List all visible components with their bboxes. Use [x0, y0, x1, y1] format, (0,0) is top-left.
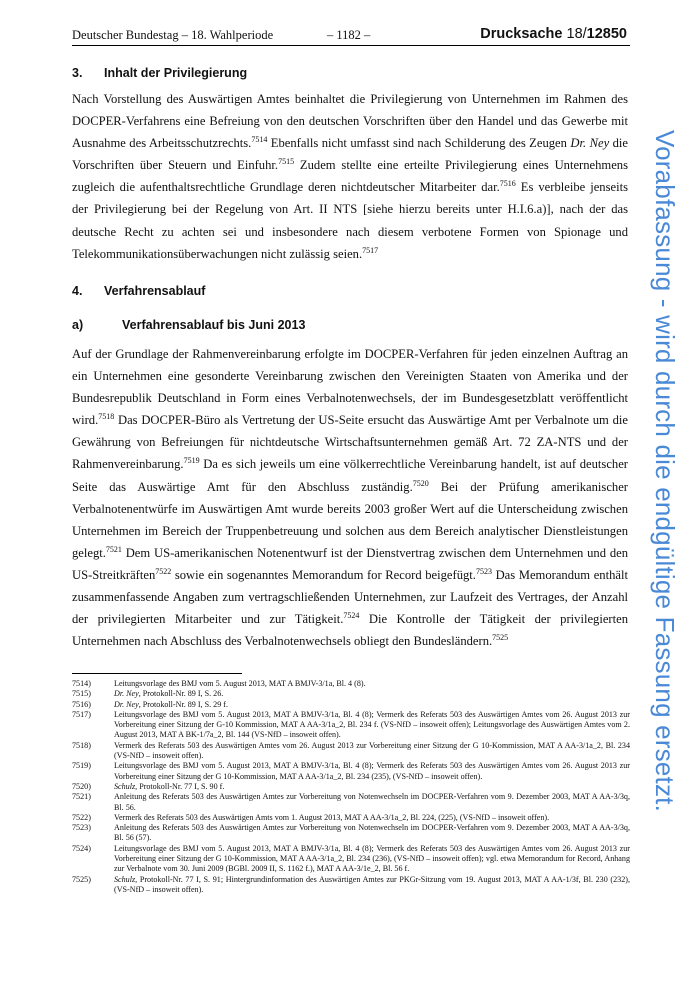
footnote-ref[interactable]: 7522 [155, 566, 172, 576]
footnote-ref[interactable]: 7518 [98, 412, 115, 422]
footnote: 7521) Anleitung des Referats 503 des Auswärtigen Amtes zur Vorbereitung von Notenwechseln im DOCPER-Verfahren vom 9. Dezember 2003, MAT A AA-3/3q, Bl. 56. [72, 792, 630, 812]
footnote-ref[interactable]: 7514 [251, 135, 268, 144]
heading-title: Verfahrensablauf [104, 284, 206, 298]
draft-watermark [652, 130, 680, 890]
footnote: 7525) Schulz, Protokoll-Nr. 77 I, S. 91; Hintergrundinformation des Auswärtigen Amtes zur PKGr-Sitzung vom 19. August 2013, MAT A AA-1/3f, Bl. 230 (232), (VS-NfD – insoweit offen). [72, 874, 630, 894]
header-page-number: – 1182 – [327, 28, 371, 42]
footnote: 7524) Leitungsvorlage des BMJ vom 5. August 2013, MAT A BMJV-3/1a, Bl. 4 (8); Vermerk des Referats 503 des Auswärtigen Amtes vom 26. August 2013 zur Vorbereitung einer Sitzung der G 10-Kommission, MAT A AA-3/1a_2, Bl. 234 (236), (VS-NfD – insoweit offen); vgl. etwa Memorandum for Record, Anhang zur Verbalnote vom 30. Juni 2009 (BGBl. 2009 II, S. 1162 f.), MAT A AA-3/1e_2, Bl. 56 f. [72, 843, 630, 874]
header-left: Deutscher Bundestag – 18. Wahlperiode [72, 28, 274, 42]
footnote: 7517) Leitungsvorlage des BMJ vom 5. August 2013, MAT A BMJV-3/1a, Bl. 4 (8); Vermerk des Referats 503 des Auswärtigen Amtes vom 26. August 2013 zur Vorbereitung einer Sitzung der G-10 Kommission, MAT A AA-3/1a_2, Bl. 234 f. (VS-NfD – insoweit offen); Leitungsvorlage des Auswärtigen Amtes vom 2. August 2013, MAT A BK-1/7a_2, Bl. 144 (VS-NfD – insoweit offen). [72, 709, 630, 740]
footnote-ref[interactable]: 7524 [343, 610, 360, 620]
paragraph-verfahrensablauf: Auf der Grundlage der Rahmenvereinbarung erfolgte im DOCPER-Verfahren für jeden einzelnen Auftrag an ein Unternehmen eine gesonderte Vereinbarung zwischen den Vereinigten Staaten von Amerika und der Bundesrepublik Deutschland in Form eines Verbalnotenwechsels, der im Bundesgesetzblatt veröffentlicht wird.$^{7518}$ Das DOCPER-Büro als Vertretung der US-Seite ersucht das Auswärtige Amt per Verbalnote um die Gewährung von Befreiungen für nichtdeutsche Wirtschaftsunternehmen gemäß Art. 72 ZA-NTS und der Rahmenvereinbarung.$^{7519}$ Da es sich jeweils um eine völkerrechtliche Vereinbarung handelt, ist auf deutscher Seite das Auswärtige Amt für den Abschluss zuständig.$^{7520}$ Bei der Prüfung amerikanischer Verbalnotenentwürfe im Auswärtigen Amt wurde bereits 2003 großer Wert auf die Unterscheidung zwischen Unternehmen im Bereich der Truppenbetreuung und solchen aus dem Bereich analytischer Dienstleistungen gelegt.$^{7521}$ Dem US-amerikanischen Notenentwurf ist der Dienstvertrag zwischen dem Unternehmen und den US-Streitkräften$^{7522}$ sowie ein sogenanntes Memorandum for Record beigefügt.$^{7523}$ Das Memorandum enthält zusammenfassende Angaben zum vertragschließenden Unternehmen, zur Laufzeit des Vertrages, der Anzahl der privilegierten Mitarbeiter und zur Tätigkeit.$^{7524}$ Die Kontrolle der Tätigkeit der privilegierten Unternehmen nach Abschluss des Verbalnotenwechsels obliegt den Bundesländern.$^{7525}$ [72, 347, 628, 649]
footnote-ref[interactable]: 7521 [105, 544, 122, 554]
page-header [72, 26, 627, 46]
heading-title: Verfahrensablauf bis Juni 2013 [122, 318, 306, 332]
footnote-ref[interactable]: 7515 [278, 157, 295, 167]
footnote: 7523) Anleitung des Referats 503 des Auswärtigen Amtes zur Vorbereitung von Notenwechseln im DOCPER-Verfahren vom 9. Dezember 2003, MAT A AA-3/3q, Bl. 56 (57). [72, 823, 630, 843]
watermark-text: Vorabfassung - wird durch die endgültige Fassung ersetzt. [650, 130, 680, 813]
header-rule [72, 45, 630, 46]
drucksache-number: 12850 [586, 26, 627, 42]
footnote-ref[interactable]: 7525 [492, 633, 509, 643]
heading-title: Inhalt der Privilegierung [104, 66, 248, 80]
footnote: 7515) Dr. Ney, Protokoll-Nr. 89 I, S. 26. [72, 689, 224, 699]
footnote-ref[interactable]: 7520 [412, 478, 429, 488]
footnote-ref[interactable]: 7516 [499, 179, 516, 189]
header-drucksache [480, 26, 627, 42]
footnotes [72, 679, 630, 895]
paragraph-privilegierung: Nach Vorstellung des Auswärtigen Amtes beinhaltet die Privilegierung von Unternehmen im Rahmen des DOCPER-Verfahrens eine Befreiung von den deutschen Vorschriften über den Handel und das Gewerbe mit Ausnahme des Arbeitsschutzrechts.$^{7514}$ Ebenfalls nicht umfasst sind nach Schilderung des Zeugen Dr. Ney die Vorschriften über Steuern und Einfuhr.$^{7515}$ Zudem stellte eine erteilte Privilegierung eines Unternehmens zugleich die aufenthaltsrechtliche Grundlage deren nichtdeutscher Mitarbeiter dar.$^{7516}$ Es verbleibe jenseits der Privilegierung bei der Regelung von Art. II NTS [siehe hierzu bereits unter H.I.6.a)], nach der das deutsche Recht zu achten sei und insbesondere nach diesem verbotene Formen von Spionage und Telekommunikationsüberwachungen nicht zulässig seien.$^{7517}$ [72, 92, 629, 261]
footnote: 7514) Leitungsvorlage des BMJ vom 5. August 2013, MAT A BMJV-3/1a, Bl. 4 (8). [72, 679, 366, 688]
footnote: 7520) Schulz, Protokoll-Nr. 77 I, S. 90 f. [72, 781, 225, 791]
footnote-ref[interactable]: 7517 [362, 245, 379, 255]
footnote: 7516) Dr. Ney, Protokoll-Nr. 89 I, S. 29 f. [72, 699, 228, 709]
heading-number: a) [72, 318, 84, 332]
heading-number: 3. [72, 66, 83, 80]
footnote: 7519) Leitungsvorlage des BMJ vom 5. August 2013, MAT A BMJV-3/1a, Bl. 4 (8); Vermerk des Referats 503 des Auswärtigen Amtes vom 26. August 2013 zur Vorbereitung einer Sitzung der G 10-Kommission, MAT A AA-3/1a_2, Bl. 234 (235), (VS-NfD – insoweit offen). [72, 761, 630, 781]
footnote-ref[interactable]: 7523 [475, 566, 492, 576]
heading-number: 4. [72, 284, 83, 298]
drucksache-prefix: 18/ [566, 26, 587, 42]
footnote-ref[interactable]: 7519 [183, 456, 200, 466]
footnote: 7518) Vermerk des Referats 503 des Auswärtigen Amtes vom 26. August 2013 zur Vorbereitung einer Sitzung der G 10-Kommission, MAT A AA-3/1a_2, Bl. 234 (VS-NfD – insoweit offen). [72, 740, 630, 761]
footnote: 7522) Vermerk des Referats 503 des Auswärtigen Amts vom 1. August 2013, MAT A AA-3/1a_2, Bl. 224, (225), (VS-NfD – insoweit offen). [72, 812, 550, 822]
drucksache-label: Drucksache [480, 26, 567, 42]
footnote-rule [72, 673, 242, 674]
